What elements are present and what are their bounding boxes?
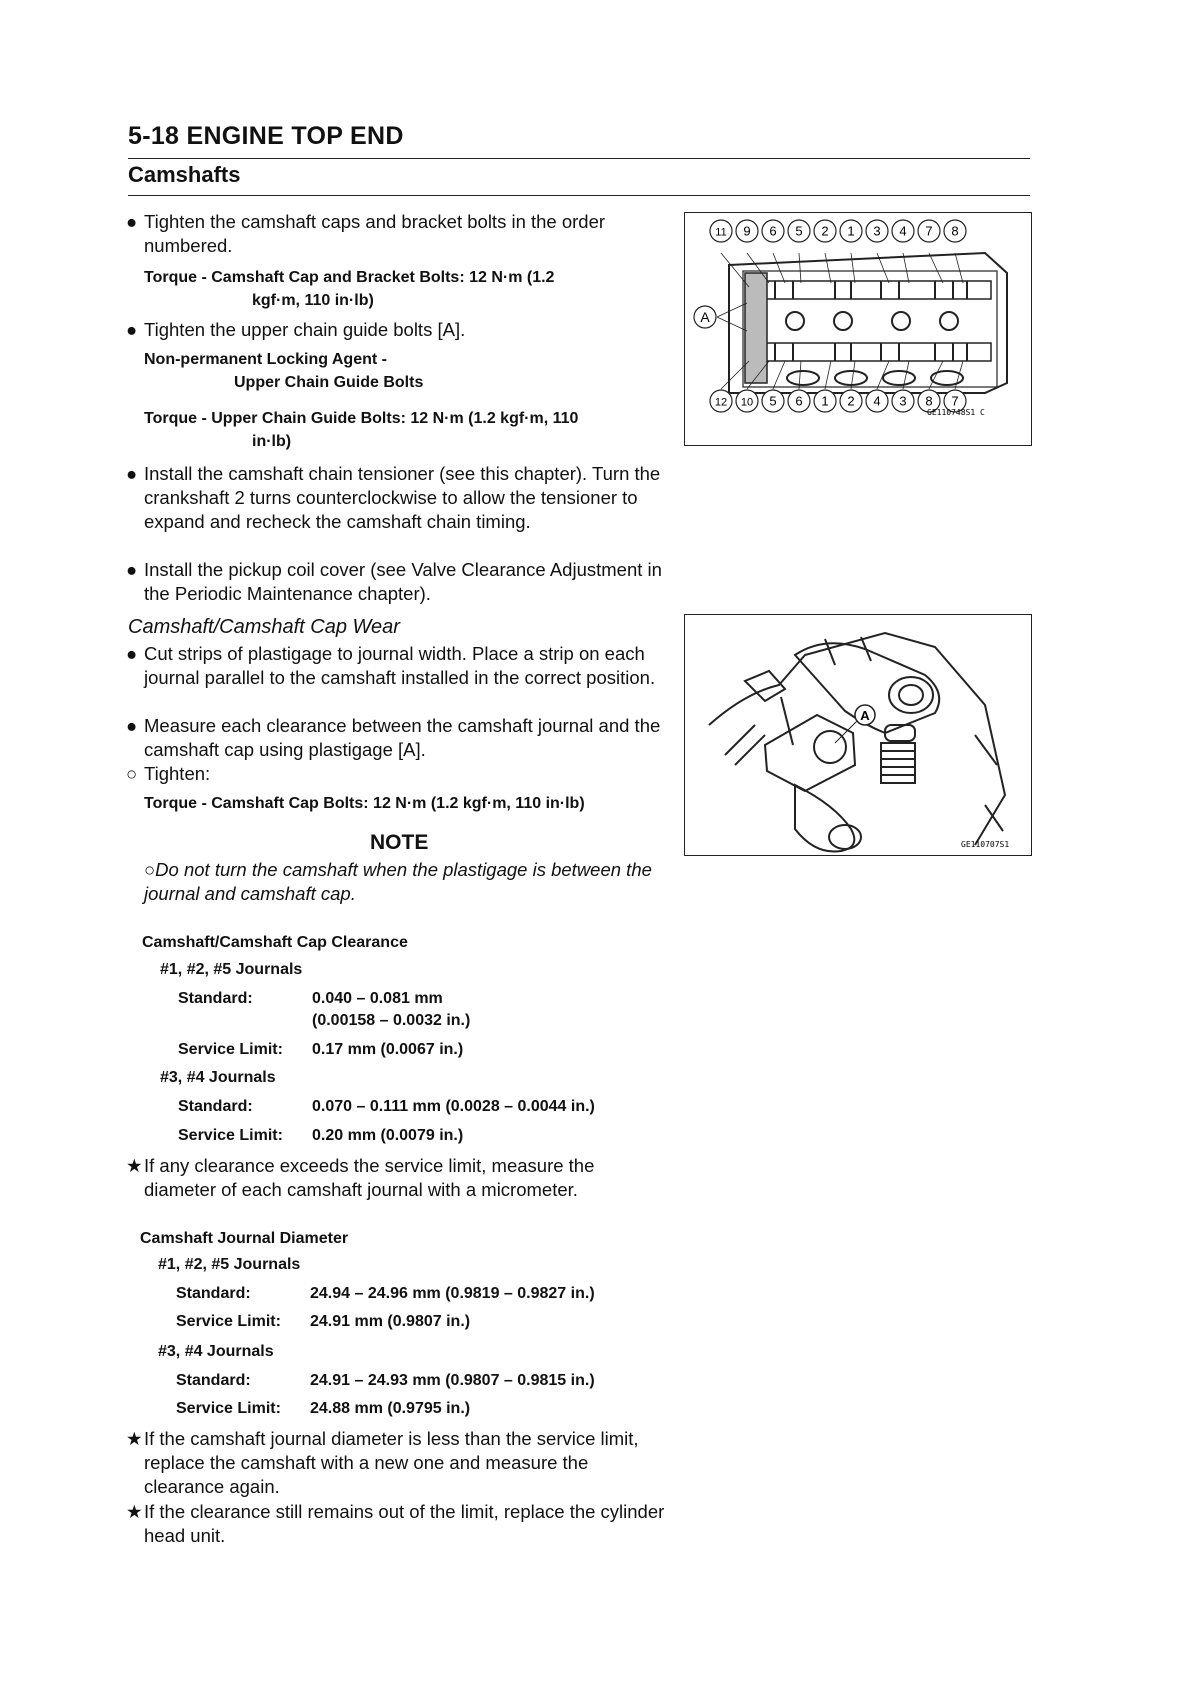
plastigage-drawing [685,615,1031,855]
bottom-bolt-number: 2 [847,393,855,409]
bottom-bolt-number: 3 [899,393,907,409]
top-bolt-number: 7 [925,223,933,239]
bolt-order-diagram [685,213,1031,445]
list-item [126,318,666,342]
star-marker: ★ [126,1428,143,1449]
title-rule [128,158,1030,159]
bottom-bolt-number: 6 [795,393,803,409]
spec-group: #1, #2, #5 Journals [158,1256,301,1273]
spec-group: #1, #2, #5 Journals [160,961,303,978]
callout-label: A [860,708,870,723]
spec-value: 0.20 mm (0.0079 in.) [312,1127,464,1144]
list-item [126,1427,666,1499]
locking-line: Non-permanent Locking Agent - [144,351,387,368]
list-item [126,1500,666,1548]
torque-spec [144,407,664,453]
bullet-marker: ● [126,559,138,580]
spec-label: Service Limit: [176,1400,281,1417]
list-item-text: If the clearance still remains out of the limit, replace the cylinder head unit. [144,1501,665,1546]
list-item [126,558,666,606]
callout-label: A [700,309,710,325]
top-bolt-number: 9 [743,223,751,239]
spec-value: 0.17 mm (0.0067 in.) [312,1041,464,1058]
spec-value: 0.070 – 0.111 mm (0.0028 – 0.0044 in.) [312,1098,595,1115]
torque-spec: Torque - Camshaft Cap Bolts: 12 N·m (1.2 kgf·m, 110 in·lb) [144,795,585,812]
list-item-text: Tighten the camshaft caps and bracket bolts in the order numbered. [144,211,606,256]
list-item [126,210,666,258]
spec-title: Camshaft/Camshaft Cap Clearance [142,934,408,951]
spec-value: 24.88 mm (0.9795 in.) [310,1400,471,1417]
intake-camshaft [755,281,991,299]
list-item-text: If the camshaft journal diameter is less than the service limit, replace the camshaft with a new one and measure the clearance again. [144,1428,639,1497]
exhaust-camshaft [755,343,991,361]
spec-label: Standard: [178,1098,253,1115]
subsection-heading: Camshaft/Camshaft Cap Wear [128,616,400,638]
spec-label: Service Limit: [176,1313,281,1330]
top-bolt-number: 8 [951,223,959,239]
section-title: Camshafts [128,162,241,187]
torque-spec [144,266,664,312]
torque-line: in·lb) [252,433,292,450]
spec-label: Standard: [176,1372,251,1389]
spec-group: #3, #4 Journals [160,1069,276,1086]
torque-line: Torque - Camshaft Cap and Bracket Bolts: 12 N·m (1.2 [144,269,555,286]
bullet-marker: ● [126,643,138,664]
bullet-marker: ● [126,211,138,232]
spec-label: Service Limit: [178,1041,283,1058]
list-item [126,462,666,534]
note-heading: NOTE [370,831,429,854]
plastigage-figure [684,614,1032,856]
spec-title: Camshaft Journal Diameter [140,1230,349,1247]
list-item-text: Measure each clearance between the camshaft journal and the camshaft cap using plastigage [A]. [144,715,661,760]
bullet-marker: ● [126,715,138,736]
list-item-text: Tighten the upper chain guide bolts [A]. [144,319,466,340]
list-item [126,1154,666,1202]
bolt-order-figure [684,212,1032,446]
locking-line: Upper Chain Guide Bolts [234,374,424,391]
spec-label: Standard: [176,1285,251,1302]
bottom-bolt-number: 7 [951,393,959,409]
torque-line: Torque - Upper Chain Guide Bolts: 12 N·m (1.2 kgf·m, 110 [144,410,579,427]
list-item-text: Install the pickup coil cover (see Valve Clearance Adjustment in the Periodic Maintenance chapter). [144,559,662,604]
bottom-bolt-number: 4 [873,393,881,409]
list-item-text: If any clearance exceeds the service limit, measure the diameter of each camshaft journal with a micrometer. [144,1155,595,1200]
spec-value: 24.94 – 24.96 mm (0.9819 – 0.9827 in.) [310,1285,595,1302]
list-item-text: Cut strips of plastigage to journal width. Place a strip on each journal parallel to the camshaft installed in the correct position. [144,643,656,688]
figure-code: GE110707S1 [961,840,1010,849]
spec-value: 0.040 – 0.081 mm [312,990,443,1007]
spec-group: #3, #4 Journals [158,1343,274,1360]
star-marker: ★ [126,1501,143,1522]
top-bolt-number: 5 [795,223,803,239]
bottom-bolt-number: 1 [821,393,829,409]
bullet-marker: ○ [126,763,138,784]
section-rule [128,195,1030,196]
spec-value: (0.00158 – 0.0032 in.) [312,1012,471,1029]
locking-agent-spec [144,348,664,394]
figure-code: GE110748S1 C [927,408,985,417]
spec-value: 24.91 – 24.93 mm (0.9807 – 0.9815 in.) [310,1372,595,1389]
top-bolt-number: 11 [715,226,727,239]
bottom-bolt-number: 5 [769,393,777,409]
list-item-text: Install the camshaft chain tensioner (see this chapter). Turn the crankshaft 2 turns counterclockwise to allow the tensioner to expand and recheck the camshaft chain timing. [144,463,661,532]
note-text: ○Do not turn the camshaft when the plastigage is between the journal and camshaft cap. [144,859,652,904]
list-item-text: Tighten: [144,763,211,784]
bottom-bolt-number: 8 [925,393,933,409]
top-bolt-number: 6 [769,223,777,239]
top-bolt-number: 1 [847,223,855,239]
top-bolt-number: 4 [899,223,907,239]
page-title: 5-18 ENGINE TOP END [128,122,404,150]
star-marker: ★ [126,1155,143,1176]
spec-label: Service Limit: [178,1127,283,1144]
bullet-marker: ● [126,463,138,484]
list-item [126,762,666,786]
top-bolt-number: 3 [873,223,881,239]
bullet-marker: ● [126,319,138,340]
bottom-bolt-number: 12 [714,396,728,409]
torque-line: kgf·m, 110 in·lb) [252,292,374,309]
bottom-bolt-number: 10 [740,396,754,409]
spec-value: 24.91 mm (0.9807 in.) [310,1313,471,1330]
top-bolt-number: 2 [821,223,829,239]
spec-label: Standard: [178,990,253,1007]
list-item [126,714,666,762]
list-item [126,642,666,690]
